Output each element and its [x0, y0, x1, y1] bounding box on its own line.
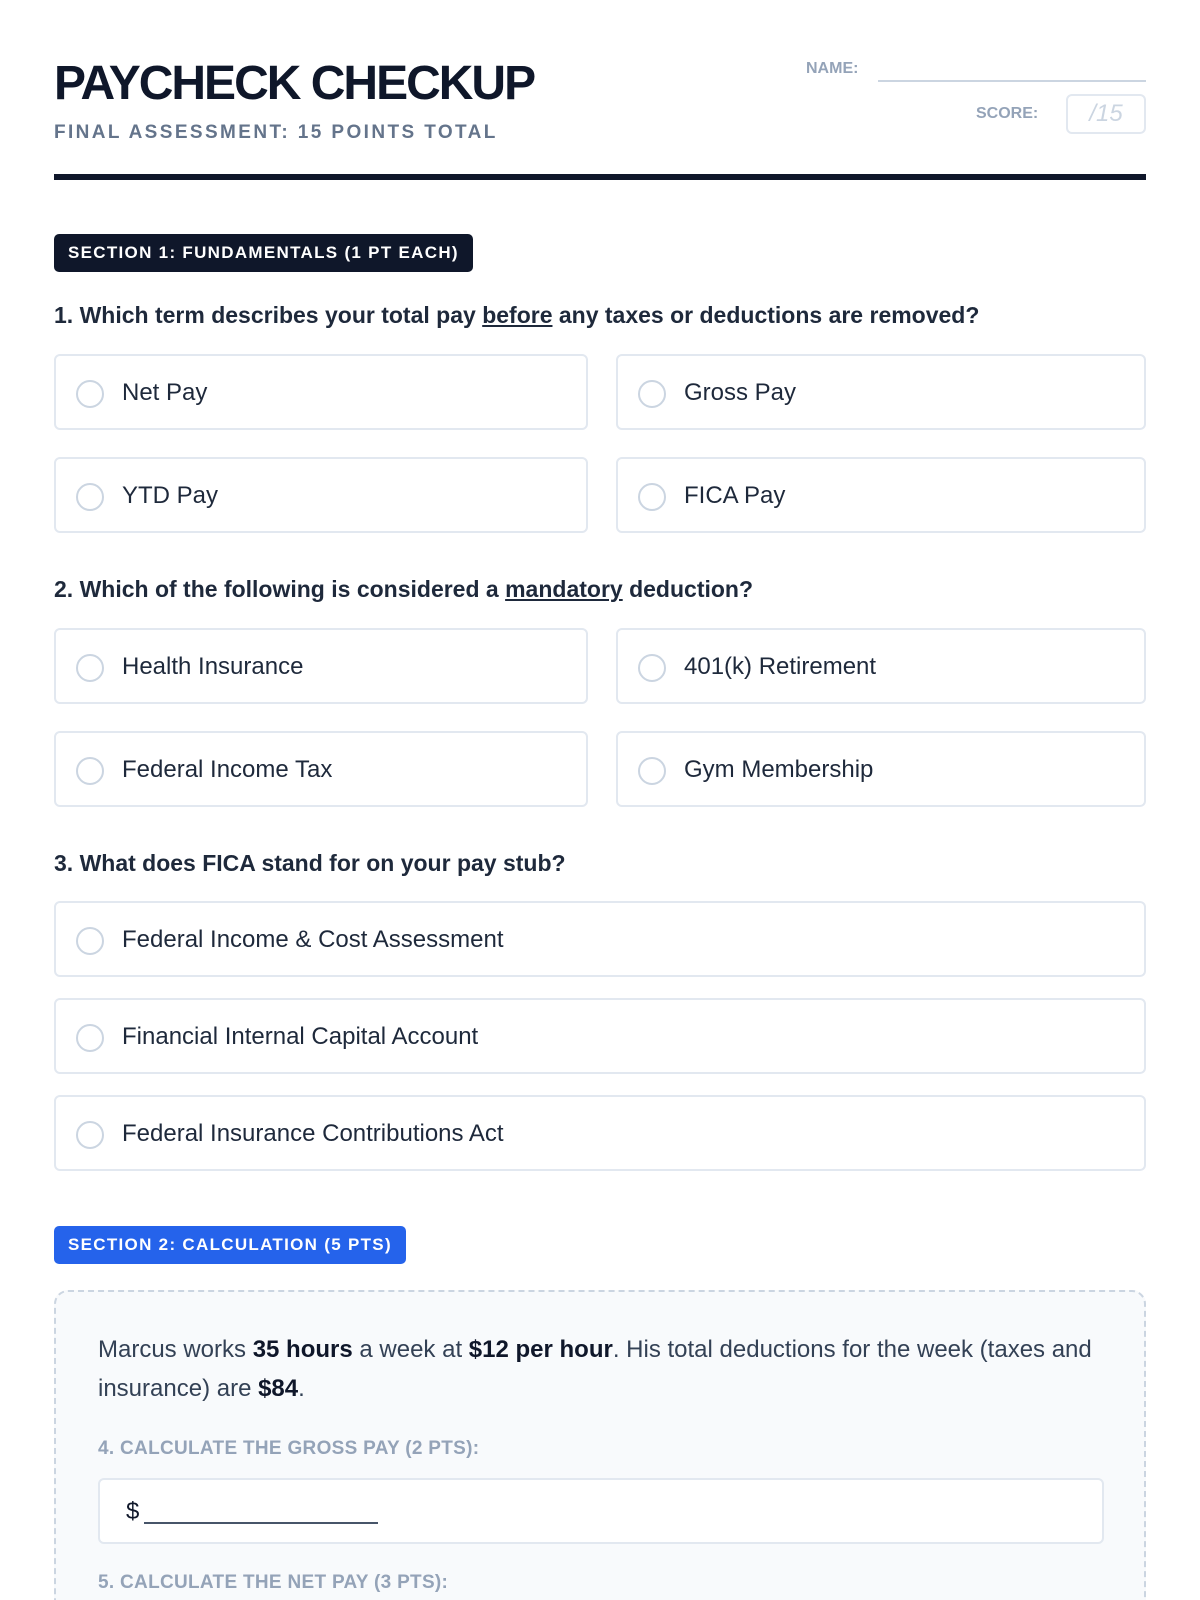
answer-blank-line: [144, 1522, 378, 1524]
question-3: 3. What does FICA stand for on your pay stub?: [54, 850, 566, 876]
radio-button[interactable]: [76, 1024, 104, 1052]
question-4-label: 4. CALCULATE THE GROSS PAY (2 PTS):: [98, 1438, 480, 1459]
name-label: NAME:: [806, 60, 859, 77]
problem-rate: $12 per hour: [468, 1336, 613, 1363]
problem-text: .: [298, 1375, 305, 1402]
q1-option-net-pay[interactable]: [54, 354, 588, 430]
radio-button[interactable]: [638, 757, 666, 785]
q3-option-b[interactable]: [54, 998, 1146, 1074]
option-label: Federal Insurance Contributions Act: [122, 1120, 504, 1147]
q3-option-c[interactable]: [54, 1095, 1146, 1171]
question-5-label: 5. CALCULATE THE NET PAY (3 PTS):: [98, 1572, 449, 1593]
name-row: [806, 56, 1146, 82]
radio-button[interactable]: [638, 483, 666, 511]
q3-option-a[interactable]: [54, 901, 1146, 977]
header-divider: [54, 174, 1146, 180]
page-title: PAYCHECK CHECKUP: [54, 57, 535, 110]
radio-button[interactable]: [638, 380, 666, 408]
option-label: Gross Pay: [684, 379, 797, 406]
radio-button[interactable]: [76, 654, 104, 682]
option-label: Financial Internal Capital Account: [122, 1023, 479, 1050]
word-problem: [98, 1330, 1098, 1408]
problem-text: . His total deductions for the week (taxes and insurance) are: [98, 1336, 1092, 1402]
option-label: Gym Membership: [684, 756, 874, 783]
dollar-prefix: $: [126, 1498, 140, 1525]
question-2-emphasis: mandatory: [505, 576, 623, 602]
option-label: FICA Pay: [684, 482, 786, 509]
radio-button[interactable]: [76, 380, 104, 408]
radio-button[interactable]: [76, 483, 104, 511]
question-1-suffix: any taxes or deductions are removed?: [552, 302, 980, 328]
question-2-suffix: deduction?: [622, 576, 754, 602]
radio-button[interactable]: [76, 1121, 104, 1149]
q1-option-gross-pay[interactable]: [616, 354, 1146, 430]
calculation-box: [54, 1290, 1146, 1600]
radio-button[interactable]: [638, 654, 666, 682]
score-box[interactable]: /15: [1066, 94, 1146, 134]
q2-option-gym-membership[interactable]: [616, 731, 1146, 807]
option-label: 401(k) Retirement: [684, 653, 877, 680]
problem-text: a week at: [352, 1336, 469, 1363]
page-subtitle: FINAL ASSESSMENT: 15 POINTS TOTAL: [54, 122, 498, 143]
score-label: SCORE:: [976, 105, 1039, 122]
score-row: [976, 94, 1146, 134]
option-label: Federal Income & Cost Assessment: [122, 926, 504, 953]
option-label: Health Insurance: [122, 653, 304, 680]
q2-option-federal-income-tax[interactable]: [54, 731, 588, 807]
question-1-prefix: 1. Which term describes your total pay: [54, 302, 483, 328]
radio-button[interactable]: [76, 757, 104, 785]
section2-badge: SECTION 2: CALCULATION (5 PTS): [54, 1226, 406, 1264]
problem-deductions: $84: [258, 1375, 299, 1402]
radio-button[interactable]: [76, 927, 104, 955]
q2-option-401k[interactable]: [616, 628, 1146, 704]
section1-badge: SECTION 1: FUNDAMENTALS (1 PT EACH): [54, 234, 473, 272]
question-1: [54, 300, 979, 330]
option-label: Federal Income Tax: [122, 756, 333, 783]
question-1-emphasis: before: [482, 302, 553, 328]
option-label: YTD Pay: [122, 482, 219, 509]
question-2-prefix: 2. Which of the following is considered a: [54, 576, 506, 602]
assessment-header: [54, 56, 1146, 182]
gross-pay-answer-field[interactable]: [98, 1478, 1104, 1544]
q1-option-fica-pay[interactable]: [616, 457, 1146, 533]
q1-option-ytd-pay[interactable]: [54, 457, 588, 533]
q2-option-health-insurance[interactable]: [54, 628, 588, 704]
question-2: [54, 574, 753, 604]
problem-text: Marcus works: [98, 1336, 253, 1363]
option-label: Net Pay: [122, 379, 208, 406]
problem-hours: 35 hours: [252, 1336, 353, 1363]
name-input-line[interactable]: [878, 80, 1146, 82]
